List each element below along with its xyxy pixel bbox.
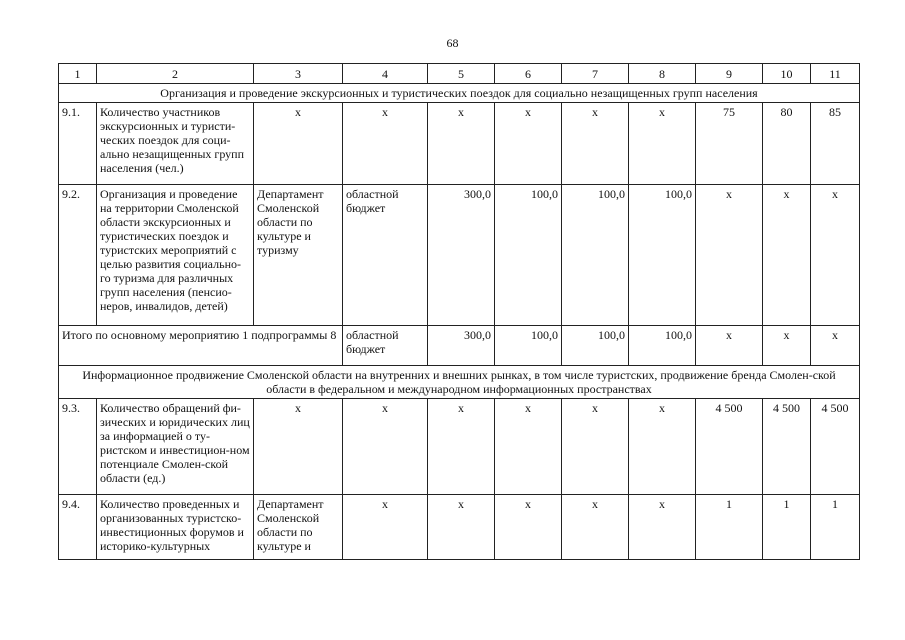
total-row	[59, 326, 860, 366]
row-executor: х	[254, 399, 343, 495]
row-year3: х	[629, 495, 696, 560]
total-value-10: х	[763, 326, 811, 366]
header-cell: 8	[629, 64, 696, 84]
row-year1: х	[495, 103, 562, 185]
section-row	[59, 366, 860, 399]
row-name: Количество проведенных и организованных туристско-инвестиционных форумов и историко-культурных	[97, 495, 254, 560]
row-number: 9.1.	[59, 103, 97, 185]
row-value-11: 4 500	[811, 399, 860, 495]
row-executor: Департамент Смоленской области по культуре и	[254, 495, 343, 560]
row-total: 300,0	[428, 185, 495, 326]
section-title: Информационное продвижение Смоленской области на внутренних и внешних рынках, в том числе туристских, продвижение бренда Смолен-ской области в федеральном и международном информационных пространствах	[59, 366, 860, 399]
row-value-9: 75	[696, 103, 763, 185]
total-year2: 100,0	[562, 326, 629, 366]
row-year3: х	[629, 103, 696, 185]
row-total: х	[428, 399, 495, 495]
row-value-10: 4 500	[763, 399, 811, 495]
row-value-10: 1	[763, 495, 811, 560]
table-row	[59, 495, 860, 560]
row-year3: х	[629, 399, 696, 495]
table-row	[59, 103, 860, 185]
header-cell: 3	[254, 64, 343, 84]
row-year1: 100,0	[495, 185, 562, 326]
total-value-11: х	[811, 326, 860, 366]
table-row	[59, 185, 860, 326]
table-row	[59, 399, 860, 495]
section-row	[59, 84, 860, 103]
row-source: х	[343, 399, 428, 495]
header-cell: 9	[696, 64, 763, 84]
total-label: Итого по основному мероприятию 1 подпрограммы 8	[59, 326, 343, 366]
row-year2: 100,0	[562, 185, 629, 326]
header-row	[59, 64, 860, 84]
row-name: Количество участников экскурсионных и туристи-ческих поездок для соци-ально незащищенных групп населения (чел.)	[97, 103, 254, 185]
page-number: 68	[446, 36, 459, 50]
row-value-11: 85	[811, 103, 860, 185]
header-cell: 6	[495, 64, 562, 84]
row-value-9: 4 500	[696, 399, 763, 495]
row-year2: х	[562, 495, 629, 560]
header-cell: 11	[811, 64, 860, 84]
row-name: Организация и проведение на территории Смоленской области экскурсионных и туристических поездок и туристских мероприятий с целью развития социально-го туризма для различных групп населения (пенсио-неров, инвалидов, детей)	[97, 185, 254, 326]
program-table	[58, 63, 860, 560]
row-year1: х	[495, 495, 562, 560]
row-executor: Департамент Смоленской области по культуре и туризму	[254, 185, 343, 326]
header-cell: 1	[59, 64, 97, 84]
row-year3: 100,0	[629, 185, 696, 326]
row-value-10: 80	[763, 103, 811, 185]
row-value-11: 1	[811, 495, 860, 560]
row-total: х	[428, 495, 495, 560]
row-year2: х	[562, 399, 629, 495]
total-year3: 100,0	[629, 326, 696, 366]
header-cell: 10	[763, 64, 811, 84]
row-source: областной бюджет	[343, 185, 428, 326]
row-executor: х	[254, 103, 343, 185]
row-value-9: 1	[696, 495, 763, 560]
row-year1: х	[495, 399, 562, 495]
header-cell: 7	[562, 64, 629, 84]
row-value-11: х	[811, 185, 860, 326]
total-value-9: х	[696, 326, 763, 366]
header-cell: 2	[97, 64, 254, 84]
row-value-9: х	[696, 185, 763, 326]
row-value-10: х	[763, 185, 811, 326]
row-number: 9.3.	[59, 399, 97, 495]
section-title: Организация и проведение экскурсионных и туристических поездок для социально незащищенных групп населения	[59, 84, 860, 103]
header-cell: 5	[428, 64, 495, 84]
row-number: 9.4.	[59, 495, 97, 560]
row-number: 9.2.	[59, 185, 97, 326]
row-total: х	[428, 103, 495, 185]
total-year1: 100,0	[495, 326, 562, 366]
row-source: х	[343, 103, 428, 185]
row-source: х	[343, 495, 428, 560]
total-source: областной бюджет	[343, 326, 428, 366]
row-year2: х	[562, 103, 629, 185]
header-cell: 4	[343, 64, 428, 84]
row-name: Количество обращений фи-зических и юридических лиц за информацией о ту-ристском и инвестицион-ном потенциале Смолен-ской области (ед.)	[97, 399, 254, 495]
total-sum: 300,0	[428, 326, 495, 366]
